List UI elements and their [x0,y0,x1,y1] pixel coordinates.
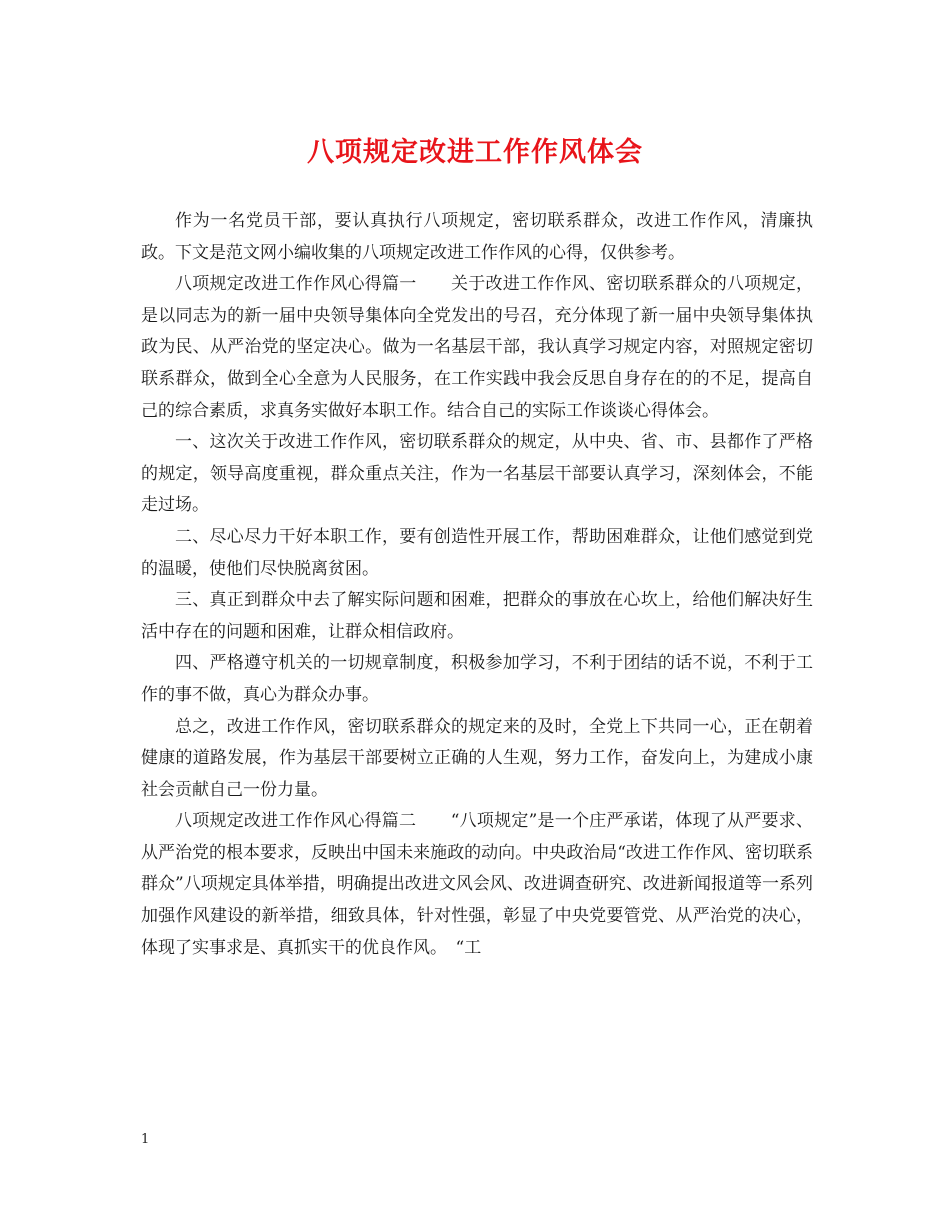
paragraph-point-two: 二、尽心尽力干好本职工作，要有创造性开展工作，帮助困难群众，让他们感觉到党的温暖，使他们尽快脱离贫困。 [141,526,813,579]
page-number: 1 [141,1132,150,1147]
paragraph-intro: 作为一名党员干部，要认真执行八项规定，密切联系群众，改进工作作风，清廉执政。下文是范文网小编收集的八项规定改进工作作风的心得，仅供参考。 [141,211,813,263]
document-body [141,206,813,964]
document-title: 八项规定改进工作作风体会 [307,137,643,168]
paragraph-point-one: 一、这次关于改进工作作风，密切联系群众的规定，从中央、省、市、县都作了严格的规定，领导高度重视，群众重点关注，作为一名基层干部要认真学习，深刻体会，不能走过场。 [141,432,813,516]
paragraph-summary: 总之，改进工作作风，密切联系群众的规定来的及时，全党上下共同一心，正在朝着健康的道路发展，作为基层干部要树立正确的人生观，努力工作，奋发向上，为建成小康社会贡献自己一份力量。 [141,716,813,800]
paragraph-point-three: 三、真正到群众中去了解实际问题和困难，把群众的事放在心坎上，给他们解决好生活中存在的问题和困难，让群众相信政府。 [141,590,813,642]
paragraph-point-four: 四、严格遵守机关的一切规章制度，积极参加学习，不利于团结的话不说，不利于工作的事不做，真心为群众办事。 [141,653,813,705]
paragraph-essay-two: 八项规定改进工作作风心得篇二 “八项规定”是一个庄严承诺，体现了从严要求、从严治党的根本要求，反映出中国未来施政的动向。中央政治局“改进工作作风、密切联系群众”八项规定具体举措，明确提出改进文风会风、改进调查研究、改进新闻报道等一系列加强作风建设的新举措，细致具体，针对性强，彰显了中央党要管党、从严治党的决心，体现了实事求是、真抓实干的优良作风。 “工 [141,811,813,958]
paragraph-essay-one: 八项规定改进工作作风心得篇一 关于改进工作作风、密切联系群众的八项规定，是以同志为的新一届中央领导集体向全党发出的号召，充分体现了新一届中央领导集体执政为民、从严治党的坚定决心。做为一名基层干部，我认真学习规定内容，对照规定密切联系群众，做到全心全意为人民服务，在工作实践中我会反思自身存在的的不足，提高自己的综合素质，求真务实做好本职工作。结合自己的实际工作谈谈心得体会。 [141,274,813,421]
